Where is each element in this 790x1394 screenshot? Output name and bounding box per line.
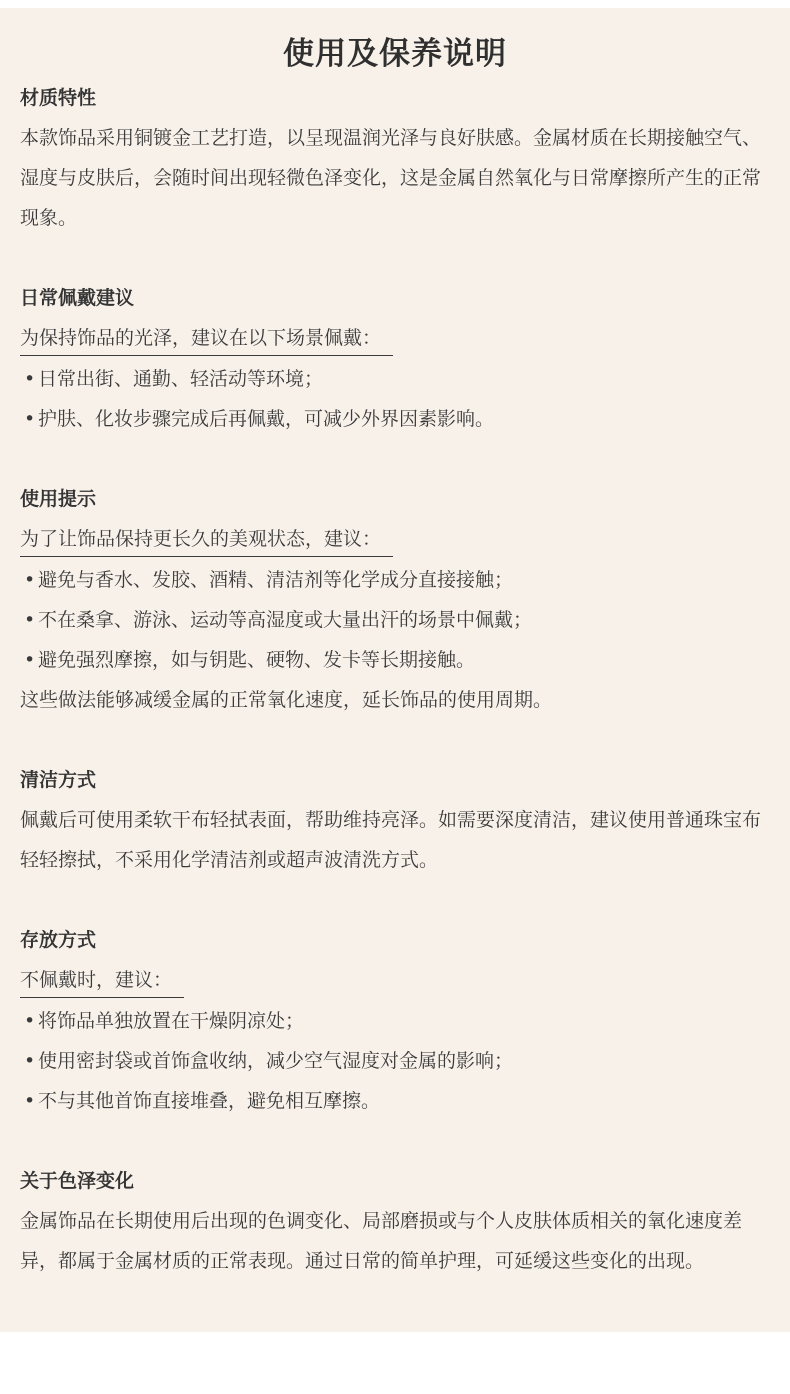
list-item: [20, 399, 770, 439]
list-item: [20, 640, 770, 680]
section-daily-wear: [20, 278, 770, 439]
section-heading: 材质特性: [20, 87, 97, 109]
section-intro: 为了让饰品保持更长久的美观状态，建议：: [20, 519, 393, 557]
section-intro: 为保持饰品的光泽，建议在以下场景佩戴：: [20, 318, 393, 356]
bullet-icon: •: [24, 1090, 36, 1112]
list-item-text: 避免强烈摩擦，如与钥匙、硬物、发卡等长期接触。: [38, 649, 476, 671]
section-heading: 清洁方式: [20, 769, 97, 791]
bullet-icon: •: [24, 368, 36, 390]
section-outro: 这些做法能够减缓金属的正常氧化速度，延长饰品的使用周期。: [20, 689, 553, 711]
bullet-icon: •: [24, 649, 36, 671]
list-item-text: 使用密封袋或首饰盒收纳，减少空气湿度对金属的影响；: [38, 1050, 514, 1072]
list-item-text: 避免与香水、发胶、酒精、清洁剂等化学成分直接接触；: [38, 569, 514, 591]
list-item: [20, 1001, 770, 1041]
bullet-list: [20, 1001, 770, 1121]
list-item-text: 护肤、化妆步骤完成后再佩戴，可减少外界因素影响。: [38, 408, 495, 430]
list-item: [20, 1041, 770, 1081]
section-usage-tips: [20, 479, 770, 720]
bullet-icon: •: [24, 408, 36, 430]
section-intro: 不佩戴时，建议：: [20, 960, 184, 998]
list-item-text: 不在桑拿、游泳、运动等高湿度或大量出汗的场景中佩戴；: [38, 609, 533, 631]
section-color-change: [20, 1161, 770, 1281]
section-spacer: [20, 720, 770, 760]
list-item: [20, 1081, 770, 1121]
section-body: 佩戴后可使用柔软干布轻拭表面，帮助维持亮泽。如需要深度清洁，建议使用普通珠宝布轻轻擦拭，不采用化学清洁剂或超声波清洗方式。: [20, 809, 762, 871]
section-heading: 存放方式: [20, 929, 97, 951]
bullet-list: [20, 359, 770, 439]
section-body: 本款饰品采用铜镀金工艺打造，以呈现温润光泽与良好肤感。金属材质在长期接触空气、湿度与皮肤后，会随时间出现轻微色泽变化，这是金属自然氧化与日常摩擦所产生的正常现象。: [20, 127, 762, 229]
section-spacer: [20, 439, 770, 479]
bullet-icon: •: [24, 609, 36, 631]
section-cleaning: [20, 760, 770, 880]
bullet-icon: •: [24, 1050, 36, 1072]
bullet-icon: •: [24, 1010, 36, 1032]
section-body: 金属饰品在长期使用后出现的色调变化、局部磨损或与个人皮肤体质相关的氧化速度差异，都属于金属材质的正常表现。通过日常的简单护理，可延缓这些变化的出现。: [20, 1210, 743, 1272]
section-spacer: [20, 880, 770, 920]
section-spacer: [20, 238, 770, 278]
section-heading: 关于色泽变化: [20, 1170, 135, 1192]
care-instructions-panel: [0, 8, 790, 1332]
page-title: 使用及保养说明: [283, 36, 507, 72]
section-storage: [20, 920, 770, 1121]
section-spacer: [20, 1121, 770, 1161]
bullet-list: [20, 560, 770, 680]
section-heading: 日常佩戴建议: [20, 287, 135, 309]
list-item-text: 不与其他首饰直接堆叠，避免相互摩擦。: [38, 1090, 381, 1112]
list-item: [20, 560, 770, 600]
section-heading: 使用提示: [20, 488, 97, 510]
bullet-icon: •: [24, 569, 36, 591]
list-item-text: 将饰品单独放置在干燥阴凉处；: [38, 1010, 305, 1032]
section-material: [20, 78, 770, 238]
list-item: [20, 359, 770, 399]
list-item: [20, 600, 770, 640]
list-item-text: 日常出街、通勤、轻活动等环境；: [38, 368, 324, 390]
